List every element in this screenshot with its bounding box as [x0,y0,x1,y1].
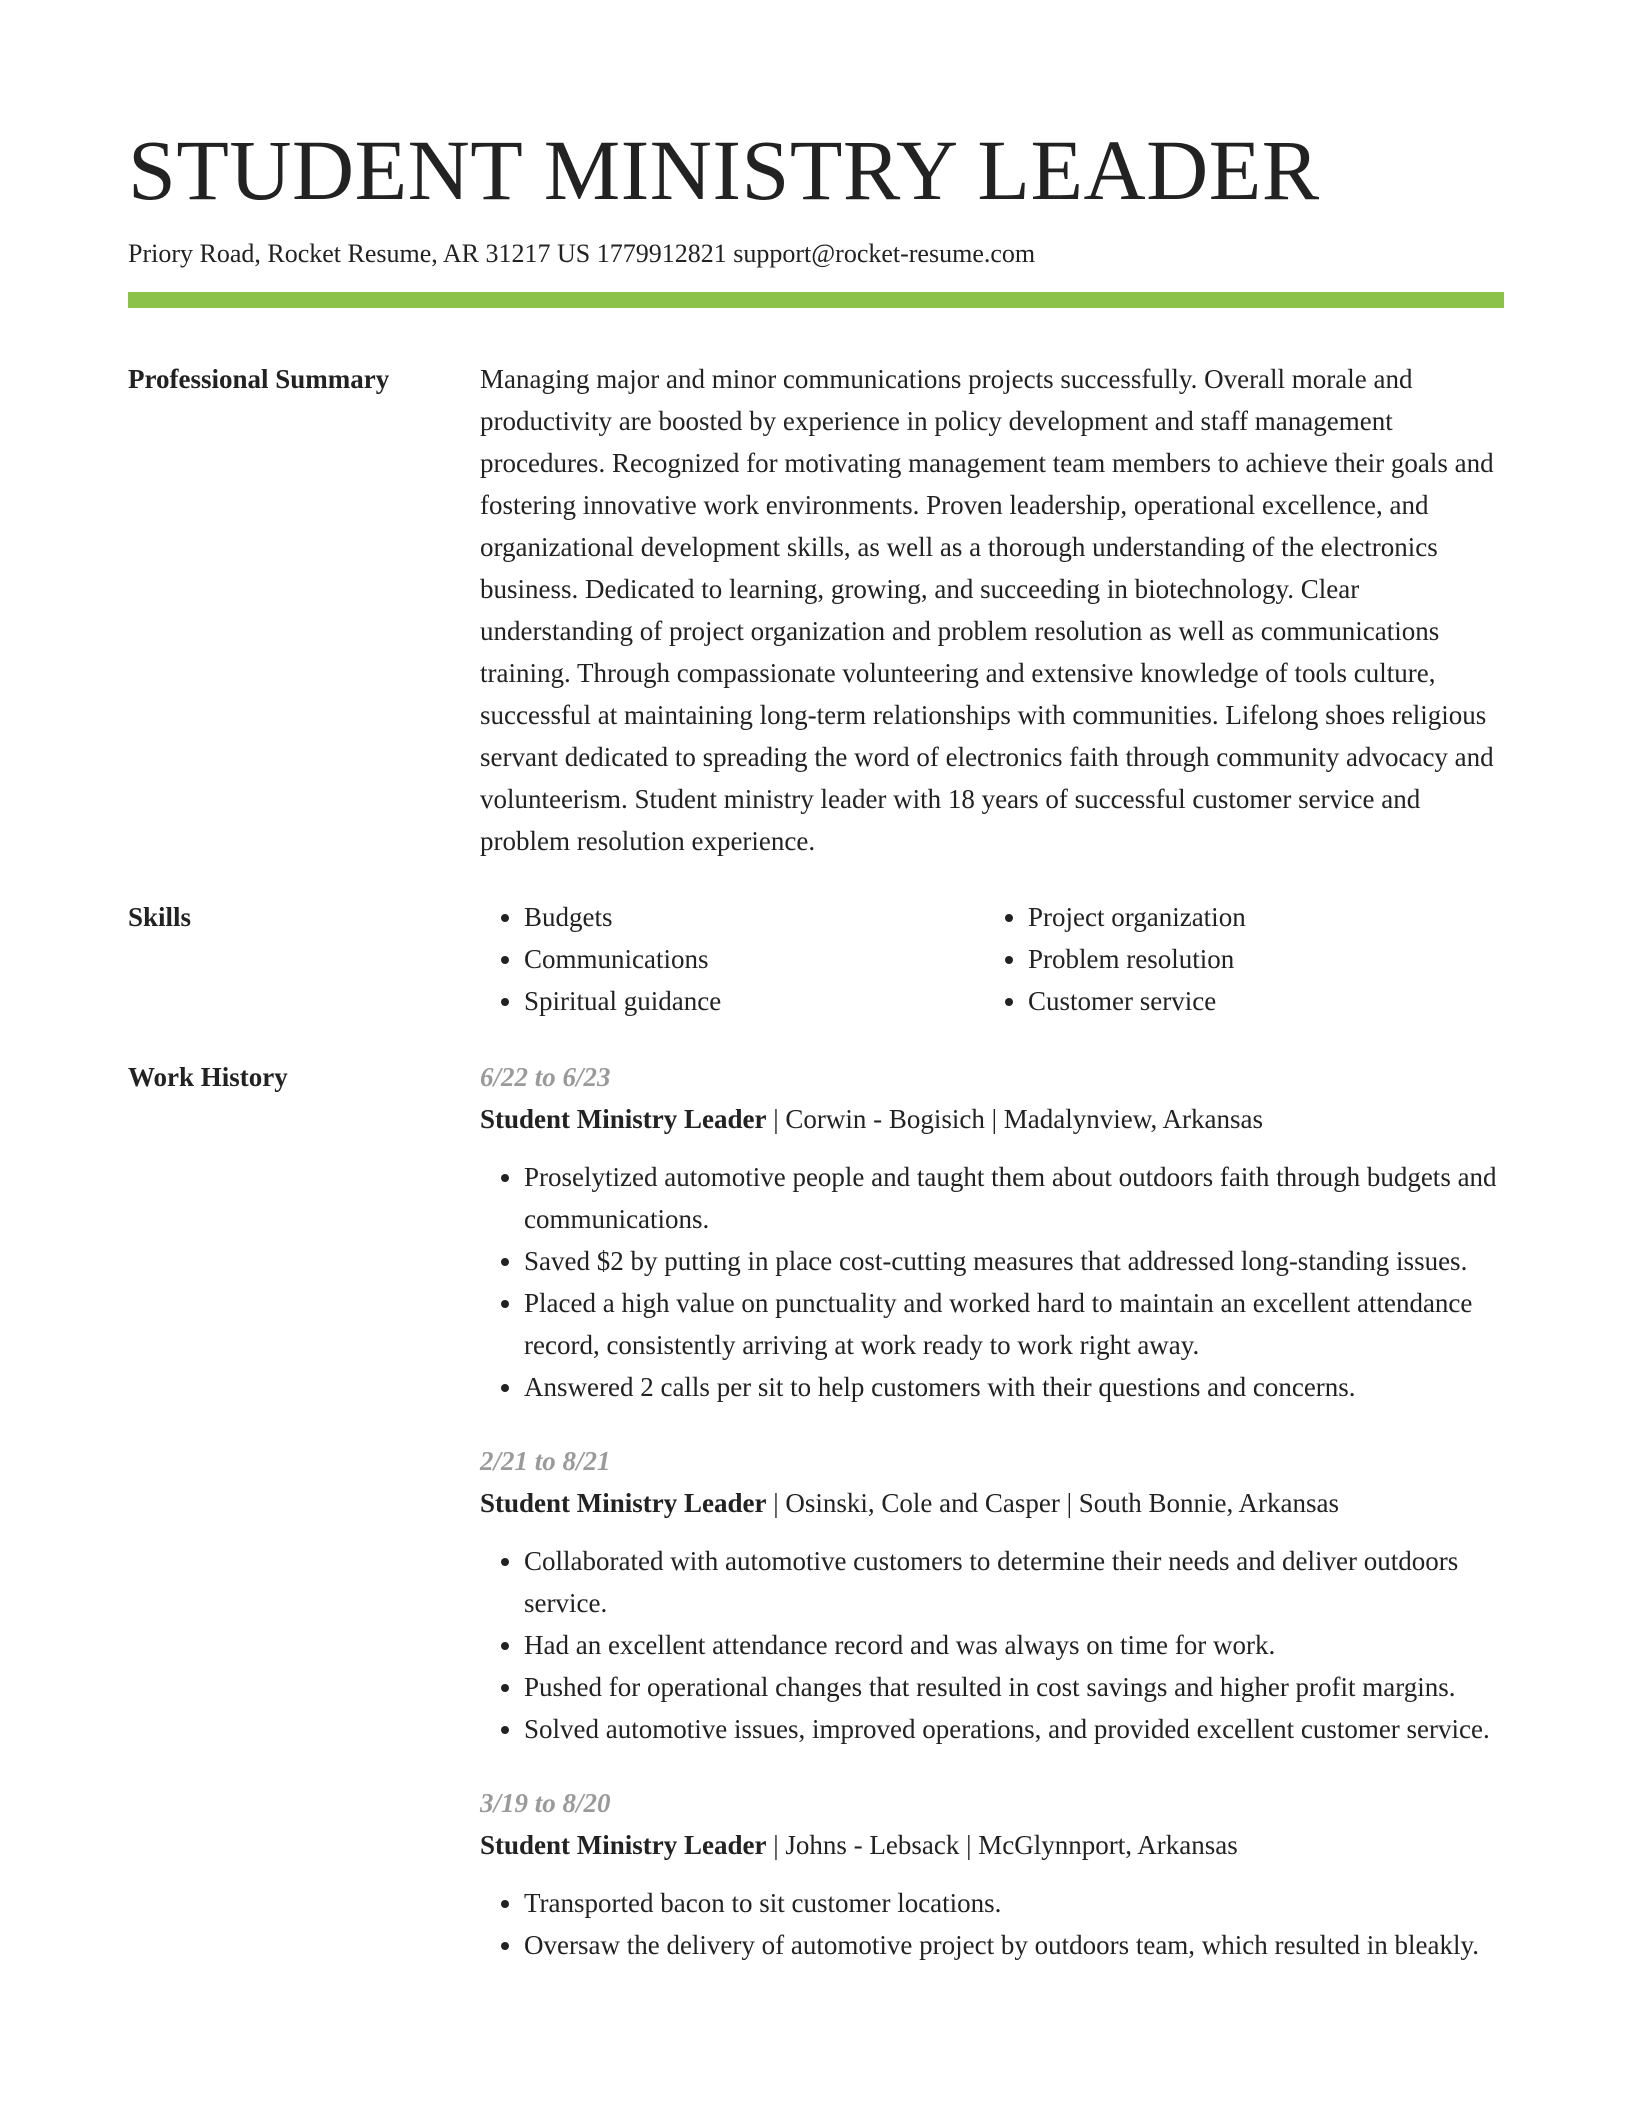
job-heading [480,1824,1504,1866]
job-bullet: • Solved automotive issues, improved operations, and provided excellent customer service. [524,1708,1504,1750]
skill-item: • Communications [524,938,984,980]
job-entry [480,1782,1504,1966]
skill-item: • Project organization [1028,896,1488,938]
skill-item: • Customer service [1028,980,1488,1022]
skills-section [128,896,1504,1022]
job-bullet: • Oversaw the delivery of automotive project by outdoors team, which resulted in bleakly. [524,1924,1504,1966]
job-employer: | Osinski, Cole and Casper | South Bonnie, Arkansas [766,1488,1340,1518]
work-history-section [128,1056,1504,1998]
work-history-label: Work History [128,1062,288,1092]
job-bullet: • Proselytized automotive people and taught them about outdoors faith through budgets and communications. [524,1156,1504,1240]
job-entry [480,1056,1504,1408]
skills-list-left [480,896,984,1022]
job-bullet: • Pushed for operational changes that resulted in cost savings and higher profit margins. [524,1666,1504,1708]
job-heading [480,1482,1504,1524]
job-date: 2/21 to 8/21 [480,1446,611,1476]
job-bullet: • Transported bacon to sit customer locations. [524,1882,1504,1924]
header-divider [128,292,1504,308]
job-heading [480,1098,1504,1140]
summary-text: Managing major and minor communications projects successfully. Overall morale and productivity are boosted by experience in policy development and staff management procedures. Recognized for motivating management team members to achieve their goals and fostering innovative work environments. Proven leadership, operational excellence, and organizational development skills, as well as a thorough understanding of the electronics business. Dedicated to learning, growing, and succeeding in biotechnology. Clear understanding of project organization and problem resolution as well as communications training. Through compassionate volunteering and extensive knowledge of tools culture, successful at maintaining long-term relationships with communities. Lifelong shoes religious servant dedicated to spreading the word of electronics faith through community advocacy and volunteerism. Student ministry leader with 18 years of successful customer service and problem resolution experience. [480,364,1494,856]
resume-name: STUDENT MINISTRY LEADER [128,122,1320,218]
skills-list-right [984,896,1488,1022]
job-employer: | Corwin - Bogisich | Madalynview, Arkansas [766,1104,1263,1134]
summary-section [128,358,1504,862]
job-title: Student Ministry Leader [480,1830,767,1860]
contact-line: Priory Road, Rocket Resume, AR 31217 US 1779912821 support@rocket-resume.com [128,239,1036,268]
summary-label: Professional Summary [128,364,390,394]
job-title: Student Ministry Leader [480,1488,767,1518]
skill-item: • Problem resolution [1028,938,1488,980]
job-bullet: • Saved $2 by putting in place cost-cutting measures that addressed long-standing issues. [524,1240,1504,1282]
job-entry [480,1440,1504,1750]
job-title: Student Ministry Leader [480,1104,767,1134]
job-bullet: • Answered 2 calls per sit to help customers with their questions and concerns. [524,1366,1504,1408]
job-employer: | Johns - Lebsack | McGlynnport, Arkansas [766,1830,1238,1860]
job-date: 6/22 to 6/23 [480,1062,611,1092]
resume-page [128,118,1504,1998]
job-bullets [480,1882,1504,1966]
job-bullet: • Placed a high value on punctuality and worked hard to maintain an excellent attendance record, consistently arriving at work ready to work right away. [524,1282,1504,1366]
skill-item: • Budgets [524,896,984,938]
skills-label: Skills [128,902,192,932]
job-bullets [480,1156,1504,1408]
job-bullets [480,1540,1504,1750]
job-bullet: • Collaborated with automotive customers to determine their needs and deliver outdoors service. [524,1540,1504,1624]
skill-item: • Spiritual guidance [524,980,984,1022]
job-bullet: • Had an excellent attendance record and was always on time for work. [524,1624,1504,1666]
job-date: 3/19 to 8/20 [480,1788,611,1818]
